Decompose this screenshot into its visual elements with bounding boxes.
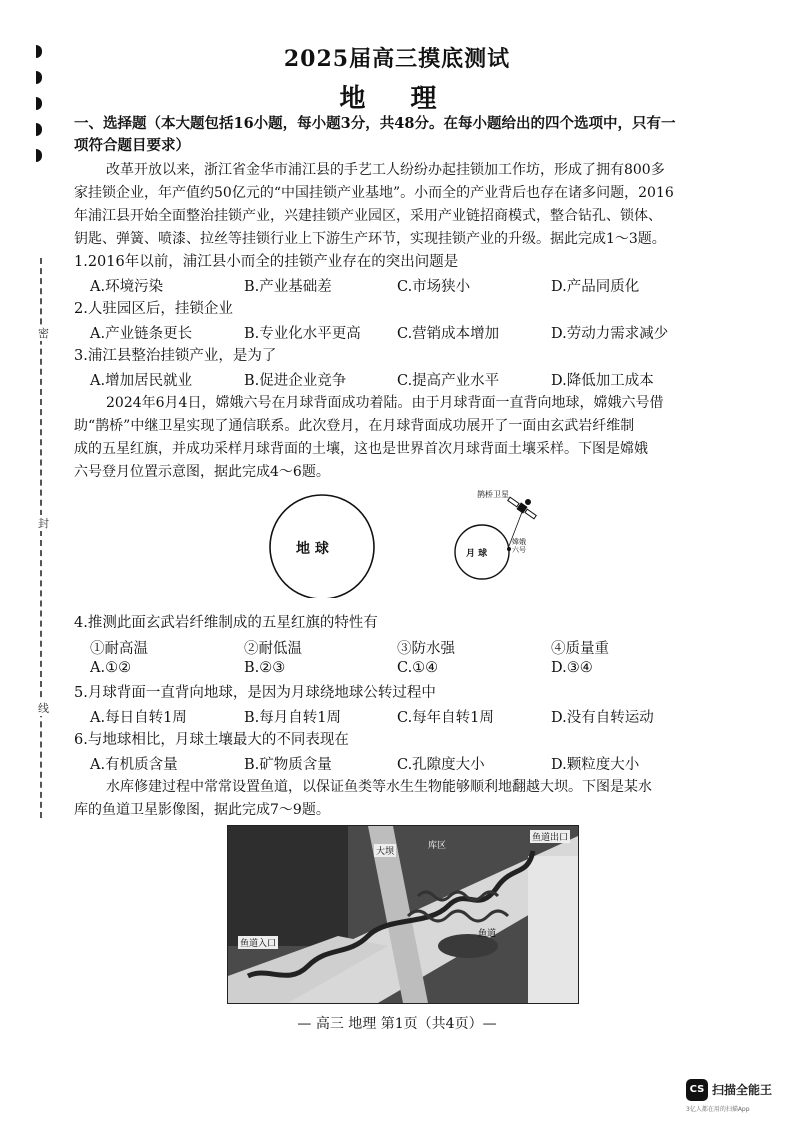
- q3-option-a: A.增加居民就业: [90, 373, 193, 389]
- passage1-line: 改革开放以来，浙江省金华市浦江县的手艺工人纷纷办起挂锁加工作坊，形成了拥有800多: [106, 162, 665, 178]
- q6-option-d: D.颗粒度大小: [551, 757, 640, 773]
- probe-label: [512, 538, 526, 554]
- passage1-line: 年浦江县开始全面整治挂锁产业，兴建挂锁产业园区，采用产业链招商模式，整合钻孔、锁体、: [74, 208, 662, 224]
- passage2-line: 成的五星红旗，并成功采样月球背面的土壤，这也是世界首次月球背面土壤采样。下图是嫦娥: [74, 441, 648, 457]
- fishway-exit-label: 鱼道出口: [530, 830, 570, 843]
- probe-marker: [507, 547, 511, 551]
- question-3-stem: 3.浦江县整治挂锁产业，是为了: [74, 348, 277, 364]
- q1-option-b: B.产业基础差: [244, 279, 332, 295]
- q2-option-c: C.营销成本增加: [397, 326, 500, 342]
- q3-option-d: D.降低加工成本: [551, 373, 654, 389]
- margin-char-feng: 封: [38, 517, 49, 530]
- moon-label: 月 球: [466, 549, 488, 559]
- exam-title: 2025届高三摸底测试: [283, 46, 511, 72]
- q3-option-c: C.提高产业水平: [397, 373, 500, 389]
- fishway-photo-drawing: [228, 826, 578, 1003]
- q3-option-b: B.促进企业竞争: [244, 373, 347, 389]
- question-5-stem: 5.月球背面一直背向地球，是因为月球绕地球公转过程中: [74, 685, 436, 701]
- passage3-line: 水库修建过程中常常设置鱼道，以保证鱼类等水生生物能够顺利地翻越大坝。下图是某水: [106, 779, 652, 795]
- question-1-stem: 1.2016年以前，浦江县小而全的挂锁产业存在的突出问题是: [74, 254, 459, 270]
- q6-option-b: B.矿物质含量: [244, 757, 332, 773]
- q5-option-b: B.每月自转1周: [244, 710, 341, 726]
- q5-option-a: A.每日自转1周: [90, 710, 187, 726]
- q4-option-d: D.③④: [551, 660, 593, 676]
- margin-char-xian: 线: [38, 702, 49, 715]
- q4-option-c: C.①④: [397, 660, 439, 676]
- margin-char-mi: 密: [38, 327, 49, 340]
- page-footer: — 高三 地理 第1页（共4页）—: [297, 1016, 497, 1032]
- q4-option-a: A.①②: [90, 660, 132, 676]
- passage3-line: 库的鱼道卫星影像图，据此完成7～9题。: [74, 802, 330, 818]
- q4-statement-4: ④质量重: [551, 641, 609, 657]
- q4-option-b: B.②③: [244, 660, 286, 676]
- fishway-entrance-label: 鱼道入口: [238, 936, 278, 949]
- dam-label: 大坝: [374, 844, 396, 857]
- binding-hole: [36, 149, 42, 162]
- q2-option-b: B.专业化水平更高: [244, 326, 361, 342]
- reservoir-label: 库区: [428, 841, 447, 851]
- q2-option-a: A.产业链条更长: [90, 326, 193, 342]
- question-4-stem: 4.推测此面玄武岩纤维制成的五星红旗的特性有: [74, 615, 378, 631]
- section-heading-cont: 项符合题目要求）: [74, 137, 190, 154]
- scanner-app-name: 扫描全能王: [712, 1083, 773, 1097]
- subject-title: 地 理: [339, 84, 455, 114]
- q1-option-c: C.市场狭小: [397, 279, 471, 295]
- q4-statement-2: ②耐低温: [244, 641, 302, 657]
- question-2-stem: 2.人驻园区后，挂锁企业: [74, 301, 233, 317]
- q6-option-a: A.有机质含量: [90, 757, 178, 773]
- passage2-line: 助“鹊桥”中继卫星实现了通信联系。此次登月，在月球背面成功展开了一面由玄武岩纤维制: [74, 418, 635, 434]
- q1-option-a: A.环境污染: [90, 279, 164, 295]
- probe-label-line2: 六号: [512, 546, 526, 554]
- passage1-line: 钥匙、弹簧、喷漆、拉丝等挂锁行业上下游生产环节，实现挂锁产业的升级。据此完成1～3题。: [74, 231, 666, 247]
- fishway-satellite-image: [227, 825, 579, 1004]
- q5-option-d: D.没有自转运动: [551, 710, 654, 726]
- scanner-app-slogan: 3亿人都在用的扫描App: [686, 1106, 750, 1113]
- q1-option-d: D.产品同质化: [551, 279, 640, 295]
- passage2-line: 2024年6月4日，嫦娥六号在月球背面成功着陆。由于月球背面一直背向地球，嫦娥六号借: [106, 395, 664, 411]
- q4-statement-1: ①耐高温: [90, 641, 148, 657]
- q5-option-c: C.每年自转1周: [397, 710, 494, 726]
- seal-line: [40, 258, 42, 818]
- scanner-watermark: [686, 1079, 786, 1115]
- fishway-label: 鱼道: [478, 929, 497, 939]
- relay-satellite-icon: [507, 496, 538, 521]
- q4-statement-3: ③防水强: [397, 641, 455, 657]
- question-6-stem: 6.与地球相比，月球土壤最大的不同表现在: [74, 732, 349, 748]
- satellite-label: 鹊桥卫星: [477, 490, 509, 499]
- section-heading: 一、选择题（本大题包括16小题，每小题3分，共48分。在每小题给出的四个选项中，只有一: [74, 115, 676, 132]
- binding-hole: [36, 123, 42, 136]
- earth-label: 地 球: [296, 541, 329, 557]
- q6-option-c: C.孔隙度大小: [397, 757, 485, 773]
- probe-label-line1: 嫦娥: [512, 538, 526, 546]
- camscanner-logo-icon: CS: [686, 1079, 708, 1101]
- q2-option-d: D.劳动力需求减少: [551, 326, 669, 342]
- passage2-line: 六号登月位置示意图，据此完成4～6题。: [74, 464, 330, 480]
- passage1-line: 家挂锁企业，年产值约50亿元的“中国挂锁产业基地”。小而全的产业背后也存在诸多问题，2016: [74, 185, 674, 201]
